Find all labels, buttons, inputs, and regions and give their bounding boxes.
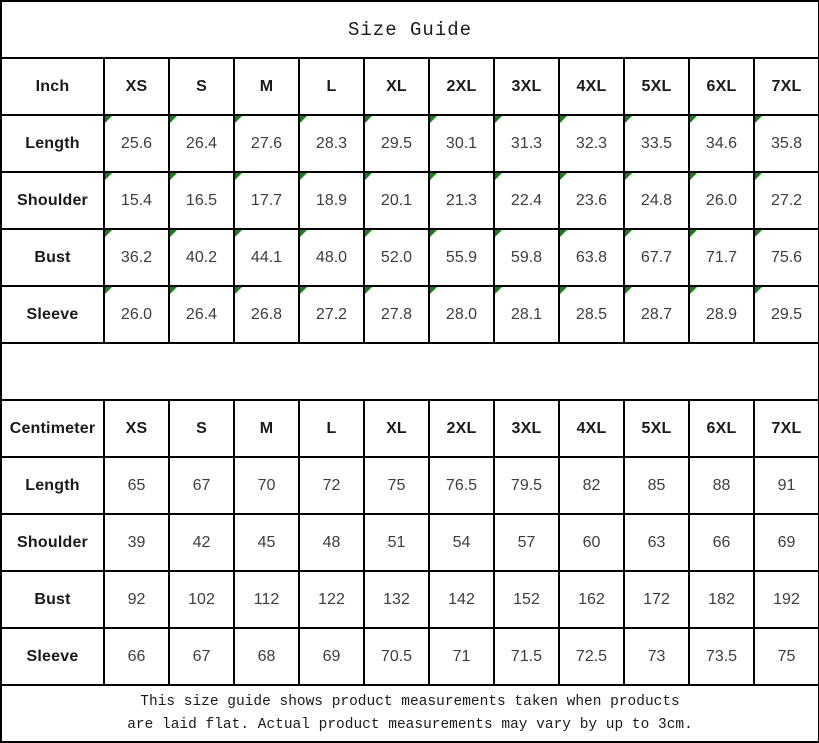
measurement-cell — [169, 286, 234, 343]
row-label: Length — [1, 457, 104, 514]
measurement-cell — [559, 286, 624, 343]
measurement-cell — [429, 286, 494, 343]
measurement-value: 32.3 — [575, 134, 608, 152]
measurement-cell — [364, 457, 429, 514]
measurement-cell — [364, 628, 429, 685]
measurement-value: 40.2 — [185, 248, 218, 266]
spacer-row — [1, 343, 819, 400]
measurement-cell — [169, 229, 234, 286]
cell-corner-flag-icon — [625, 230, 632, 237]
measurement-cell — [754, 514, 819, 571]
measurement-value: 72 — [322, 476, 341, 494]
cell-corner-flag-icon — [690, 116, 697, 123]
cell-corner-flag-icon — [495, 230, 502, 237]
measurement-value: 60 — [582, 533, 601, 551]
measurement-cell — [364, 172, 429, 229]
cell-corner-flag-icon — [300, 173, 307, 180]
cell-corner-flag-icon — [690, 230, 697, 237]
cell-corner-flag-icon — [105, 230, 112, 237]
cm_table-unit-header: Centimeter — [1, 400, 104, 457]
measurement-value: 48.0 — [315, 248, 348, 266]
measurement-value: 27.6 — [250, 134, 283, 152]
measurement-cell — [299, 172, 364, 229]
inch_table-size-header-xl: XL — [364, 58, 429, 115]
measurement-value: 27.2 — [770, 191, 803, 209]
cell-corner-flag-icon — [235, 230, 242, 237]
cell-corner-flag-icon — [365, 287, 372, 294]
inch_table-size-header-s: S — [169, 58, 234, 115]
measurement-cell — [559, 115, 624, 172]
cell-corner-flag-icon — [755, 287, 762, 294]
measurement-cell — [429, 229, 494, 286]
measurement-cell — [169, 514, 234, 571]
measurement-value: 17.7 — [250, 191, 283, 209]
cell-corner-flag-icon — [235, 287, 242, 294]
measurement-cell — [689, 571, 754, 628]
measurement-cell — [624, 286, 689, 343]
measurement-value: 71.5 — [510, 647, 543, 665]
measurement-value: 16.5 — [185, 191, 218, 209]
measurement-value: 52.0 — [380, 248, 413, 266]
cell-corner-flag-icon — [755, 230, 762, 237]
measurement-value: 28.1 — [510, 305, 543, 323]
row-label: Sleeve — [1, 628, 104, 685]
measurement-cell — [559, 229, 624, 286]
cm_table-size-header-3xl: 3XL — [494, 400, 559, 457]
measurement-value: 51 — [387, 533, 406, 551]
measurement-cell — [494, 172, 559, 229]
measurement-cell — [559, 457, 624, 514]
cell-corner-flag-icon — [300, 230, 307, 237]
measurement-value: 33.5 — [640, 134, 673, 152]
measurement-value: 63.8 — [575, 248, 608, 266]
measurement-value: 26.0 — [120, 305, 153, 323]
cm_table-row-shoulder — [1, 514, 819, 571]
measurement-value: 39 — [127, 533, 146, 551]
cell-corner-flag-icon — [755, 116, 762, 123]
measurement-cell — [494, 229, 559, 286]
measurement-cell — [429, 571, 494, 628]
measurement-value: 26.4 — [185, 134, 218, 152]
cell-corner-flag-icon — [170, 116, 177, 123]
measurement-value: 15.4 — [120, 191, 153, 209]
measurement-cell — [494, 457, 559, 514]
measurement-value: 29.5 — [380, 134, 413, 152]
measurement-value: 30.1 — [445, 134, 478, 152]
measurement-cell — [169, 457, 234, 514]
measurement-value: 92 — [127, 590, 146, 608]
inch_table-size-header-2xl: 2XL — [429, 58, 494, 115]
measurement-cell — [234, 571, 299, 628]
cell-corner-flag-icon — [430, 287, 437, 294]
measurement-cell — [689, 286, 754, 343]
measurement-value: 36.2 — [120, 248, 153, 266]
inch_table-size-header-7xl: 7XL — [754, 58, 819, 115]
measurement-value: 73.5 — [705, 647, 738, 665]
measurement-cell — [689, 514, 754, 571]
row-label: Bust — [1, 571, 104, 628]
cell-corner-flag-icon — [430, 230, 437, 237]
measurement-value: 68 — [257, 647, 276, 665]
measurement-value: 122 — [318, 590, 345, 608]
measurement-value: 71 — [452, 647, 471, 665]
measurement-value: 29.5 — [770, 305, 803, 323]
measurement-value: 162 — [578, 590, 605, 608]
row-label: Shoulder — [1, 514, 104, 571]
cell-corner-flag-icon — [560, 173, 567, 180]
measurement-cell — [234, 628, 299, 685]
measurement-cell — [364, 286, 429, 343]
measurement-cell — [169, 571, 234, 628]
measurement-value: 27.8 — [380, 305, 413, 323]
cell-corner-flag-icon — [105, 173, 112, 180]
title-row — [1, 1, 819, 58]
cell-corner-flag-icon — [365, 230, 372, 237]
measurement-cell — [169, 115, 234, 172]
cell-corner-flag-icon — [690, 287, 697, 294]
measurement-cell — [429, 457, 494, 514]
measurement-value: 91 — [777, 476, 796, 494]
measurement-value: 66 — [127, 647, 146, 665]
measurement-cell — [624, 514, 689, 571]
measurement-value: 22.4 — [510, 191, 543, 209]
measurement-cell — [494, 115, 559, 172]
measurement-cell — [299, 628, 364, 685]
inch_table-unit-header: Inch — [1, 58, 104, 115]
inch_table-row-length — [1, 115, 819, 172]
measurement-cell — [299, 229, 364, 286]
cm_table-row-bust — [1, 571, 819, 628]
measurement-cell — [754, 457, 819, 514]
measurement-cell — [364, 514, 429, 571]
cm_table-size-header-5xl: 5XL — [624, 400, 689, 457]
measurement-value: 31.3 — [510, 134, 543, 152]
cell-corner-flag-icon — [625, 287, 632, 294]
page-title: Size Guide — [1, 1, 819, 58]
measurement-value: 182 — [708, 590, 735, 608]
measurement-value: 48 — [322, 533, 341, 551]
footer-line-2: are laid flat. Actual product measurements may vary by up to 3cm. — [127, 716, 693, 733]
measurement-value: 28.3 — [315, 134, 348, 152]
measurement-value: 82 — [582, 476, 601, 494]
measurement-cell — [299, 514, 364, 571]
measurement-cell — [234, 286, 299, 343]
measurement-value: 75 — [777, 647, 796, 665]
measurement-value: 76.5 — [445, 476, 478, 494]
measurement-cell — [364, 571, 429, 628]
footer-row — [1, 685, 819, 742]
measurement-value: 102 — [188, 590, 215, 608]
measurement-cell — [559, 628, 624, 685]
cm_table-row-length — [1, 457, 819, 514]
measurement-cell — [689, 628, 754, 685]
cm_table-row-sleeve — [1, 628, 819, 685]
measurement-value: 73 — [647, 647, 666, 665]
measurement-value: 28.5 — [575, 305, 608, 323]
cell-corner-flag-icon — [365, 116, 372, 123]
inch_table-size-header-5xl: 5XL — [624, 58, 689, 115]
cell-corner-flag-icon — [170, 230, 177, 237]
measurement-cell — [104, 172, 169, 229]
measurement-cell — [624, 172, 689, 229]
measurement-value: 21.3 — [445, 191, 478, 209]
cell-corner-flag-icon — [625, 116, 632, 123]
cell-corner-flag-icon — [560, 116, 567, 123]
measurement-cell — [624, 115, 689, 172]
inch_table-row-sleeve — [1, 286, 819, 343]
cm_table-size-header-m: M — [234, 400, 299, 457]
measurement-value: 152 — [513, 590, 540, 608]
measurement-value: 45 — [257, 533, 276, 551]
measurement-cell — [689, 229, 754, 286]
measurement-cell — [234, 229, 299, 286]
measurement-cell — [429, 115, 494, 172]
cm_table-size-header-l: L — [299, 400, 364, 457]
measurement-value: 67 — [192, 476, 211, 494]
measurement-value: 70.5 — [380, 647, 413, 665]
measurement-value: 70 — [257, 476, 276, 494]
measurement-value: 59.8 — [510, 248, 543, 266]
footer-line-1: This size guide shows product measurements taken when products — [140, 694, 680, 711]
measurement-cell — [104, 628, 169, 685]
measurement-value: 18.9 — [315, 191, 348, 209]
measurement-cell — [559, 571, 624, 628]
measurement-value: 65 — [127, 476, 146, 494]
cm_table-size-header-s: S — [169, 400, 234, 457]
measurement-value: 172 — [643, 590, 670, 608]
measurement-cell — [559, 514, 624, 571]
measurement-cell — [104, 229, 169, 286]
inch_table-row-bust — [1, 229, 819, 286]
measurement-value: 23.6 — [575, 191, 608, 209]
measurement-cell — [624, 229, 689, 286]
cell-corner-flag-icon — [170, 173, 177, 180]
measurement-value: 79.5 — [510, 476, 543, 494]
measurement-value: 57 — [517, 533, 536, 551]
measurement-value: 24.8 — [640, 191, 673, 209]
measurement-cell — [234, 457, 299, 514]
measurement-value: 63 — [647, 533, 666, 551]
cell-corner-flag-icon — [560, 287, 567, 294]
measurement-cell — [299, 286, 364, 343]
measurement-value: 67 — [192, 647, 211, 665]
measurement-cell — [689, 115, 754, 172]
measurement-value: 27.2 — [315, 305, 348, 323]
measurement-cell — [754, 172, 819, 229]
cm_table-size-header-2xl: 2XL — [429, 400, 494, 457]
cm_table-size-header-xl: XL — [364, 400, 429, 457]
cell-corner-flag-icon — [495, 173, 502, 180]
measurement-cell — [104, 514, 169, 571]
row-label: Bust — [1, 229, 104, 286]
inch_table-size-header-4xl: 4XL — [559, 58, 624, 115]
measurement-cell — [429, 514, 494, 571]
cell-corner-flag-icon — [430, 116, 437, 123]
measurement-value: 20.1 — [380, 191, 413, 209]
measurement-value: 71.7 — [705, 248, 738, 266]
measurement-cell — [689, 457, 754, 514]
measurement-value: 88 — [712, 476, 731, 494]
cm_table-size-header-6xl: 6XL — [689, 400, 754, 457]
cell-corner-flag-icon — [495, 116, 502, 123]
measurement-cell — [624, 628, 689, 685]
inch_table-size-header-3xl: 3XL — [494, 58, 559, 115]
measurement-cell — [754, 229, 819, 286]
measurement-cell — [234, 514, 299, 571]
measurement-cell — [364, 115, 429, 172]
cell-corner-flag-icon — [365, 173, 372, 180]
measurement-value: 112 — [253, 590, 280, 608]
measurement-cell — [234, 115, 299, 172]
measurement-value: 192 — [773, 590, 800, 608]
row-label: Shoulder — [1, 172, 104, 229]
spacer-cell — [1, 343, 819, 400]
measurement-cell — [364, 229, 429, 286]
measurement-value: 44.1 — [250, 248, 283, 266]
measurement-value: 28.7 — [640, 305, 673, 323]
measurement-value: 42 — [192, 533, 211, 551]
measurement-cell — [104, 115, 169, 172]
measurement-cell — [429, 628, 494, 685]
cm_table-size-header-4xl: 4XL — [559, 400, 624, 457]
inch_table-header-row — [1, 58, 819, 115]
measurement-value: 55.9 — [445, 248, 478, 266]
cell-corner-flag-icon — [560, 230, 567, 237]
measurement-cell — [754, 115, 819, 172]
cell-corner-flag-icon — [300, 116, 307, 123]
cell-corner-flag-icon — [755, 173, 762, 180]
cell-corner-flag-icon — [300, 287, 307, 294]
measurement-value: 67.7 — [640, 248, 673, 266]
measurement-cell — [624, 571, 689, 628]
measurement-value: 69 — [322, 647, 341, 665]
measurement-value: 28.0 — [445, 305, 478, 323]
measurement-cell — [624, 457, 689, 514]
measurement-cell — [429, 172, 494, 229]
measurement-value: 85 — [647, 476, 666, 494]
measurement-value: 72.5 — [575, 647, 608, 665]
measurement-value: 66 — [712, 533, 731, 551]
measurement-cell — [234, 172, 299, 229]
cell-corner-flag-icon — [235, 173, 242, 180]
footer-note — [1, 685, 819, 742]
inch_table-size-header-l: L — [299, 58, 364, 115]
measurement-cell — [169, 172, 234, 229]
inch_table-size-header-m: M — [234, 58, 299, 115]
row-label: Sleeve — [1, 286, 104, 343]
measurement-cell — [299, 571, 364, 628]
measurement-cell — [104, 286, 169, 343]
inch_table-row-shoulder — [1, 172, 819, 229]
measurement-value: 26.4 — [185, 305, 218, 323]
cm_table-size-header-xs: XS — [104, 400, 169, 457]
measurement-cell — [494, 628, 559, 685]
cell-corner-flag-icon — [105, 287, 112, 294]
measurement-cell — [104, 457, 169, 514]
measurement-value: 34.6 — [705, 134, 738, 152]
cell-corner-flag-icon — [690, 173, 697, 180]
cell-corner-flag-icon — [430, 173, 437, 180]
measurement-value: 54 — [452, 533, 471, 551]
cell-corner-flag-icon — [495, 287, 502, 294]
measurement-cell — [754, 628, 819, 685]
measurement-value: 26.8 — [250, 305, 283, 323]
cm_table-header-row — [1, 400, 819, 457]
measurement-cell — [299, 457, 364, 514]
measurement-value: 26.0 — [705, 191, 738, 209]
measurement-value: 142 — [448, 590, 475, 608]
measurement-cell — [494, 514, 559, 571]
cell-corner-flag-icon — [170, 287, 177, 294]
measurement-value: 28.9 — [705, 305, 738, 323]
cell-corner-flag-icon — [625, 173, 632, 180]
measurement-value: 132 — [383, 590, 410, 608]
measurement-cell — [494, 286, 559, 343]
measurement-cell — [689, 172, 754, 229]
measurement-cell — [104, 571, 169, 628]
measurement-value: 75.6 — [770, 248, 803, 266]
cell-corner-flag-icon — [105, 116, 112, 123]
cell-corner-flag-icon — [235, 116, 242, 123]
cm_table-size-header-7xl: 7XL — [754, 400, 819, 457]
measurement-cell — [169, 628, 234, 685]
measurement-value: 25.6 — [120, 134, 153, 152]
measurement-cell — [754, 286, 819, 343]
measurement-value: 69 — [777, 533, 796, 551]
inch_table-size-header-6xl: 6XL — [689, 58, 754, 115]
inch_table-size-header-xs: XS — [104, 58, 169, 115]
measurement-value: 35.8 — [770, 134, 803, 152]
measurement-cell — [754, 571, 819, 628]
measurement-cell — [494, 571, 559, 628]
row-label: Length — [1, 115, 104, 172]
measurement-value: 75 — [387, 476, 406, 494]
measurement-cell — [299, 115, 364, 172]
measurement-cell — [559, 172, 624, 229]
